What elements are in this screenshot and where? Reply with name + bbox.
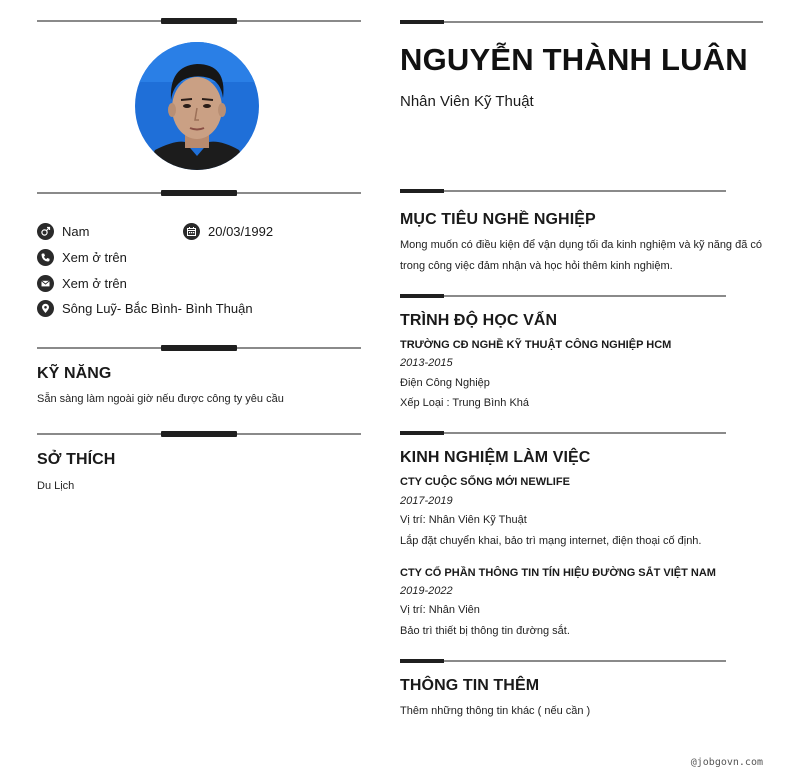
skills-title: KỸ NĂNG <box>37 365 112 382</box>
map-pin-icon <box>37 300 54 317</box>
envelope-icon <box>37 275 54 292</box>
contact-gender <box>37 223 89 240</box>
candidate-name: NGUYỄN THÀNH LUÂN <box>400 42 748 77</box>
job-description: Bảo trì thiết bị thông tin đường sắt. <box>400 625 570 637</box>
skills-text: Sẵn sàng làm ngoài giờ nếu được công ty yêu cầu <box>37 393 284 405</box>
divider-skills <box>37 347 361 349</box>
job-company: CTY CUỘC SỐNG MỚI NEWLIFE <box>400 476 570 488</box>
job-title: Nhân Viên Kỹ Thuật <box>400 93 534 110</box>
job-description: Lắp đặt chuyển khai, bảo trì mạng internet, điện thoại cố định. <box>400 535 702 547</box>
education-major: Điện Công Nghiệp <box>400 377 490 389</box>
gender-icon <box>37 223 54 240</box>
birthdate-value: 20/03/1992 <box>208 224 274 239</box>
divider-contact <box>37 192 361 194</box>
objective-text: Mong muốn có điều kiện để vận dụng tối đa kinh nghiệm và kỹ năng đã có trong công việc đảm nhận và học hỏi thêm kinh nghiệm. <box>400 239 763 272</box>
contact-birthdate <box>183 223 273 240</box>
avatar-photo <box>135 42 259 170</box>
phone-value: Xem ở trên <box>62 250 127 265</box>
hobbies-title: SỞ THÍCH <box>37 451 116 468</box>
objective-title: MỤC TIÊU NGHỀ NGHIỆP <box>400 211 596 228</box>
contact-phone <box>37 249 127 266</box>
avatar <box>135 42 259 170</box>
additional-title: THÔNG TIN THÊM <box>400 677 540 694</box>
job-position: Vị trí: Nhân Viên <box>400 604 480 616</box>
divider-experience <box>400 432 726 434</box>
divider-hobbies <box>37 433 361 435</box>
calendar-icon <box>183 223 200 240</box>
contact-address <box>37 300 253 317</box>
watermark: @jobgovn.com <box>690 757 763 768</box>
divider-objective <box>400 190 726 192</box>
gender-value: Nam <box>62 224 90 239</box>
job-position: Vị trí: Nhân Viên Kỹ Thuật <box>400 514 527 526</box>
job-period: 2017-2019 <box>400 495 453 507</box>
experience-title: KINH NGHIỆM LÀM VIỆC <box>400 449 591 466</box>
education-grade: Xếp Loại : Trung Bình Khá <box>400 397 530 409</box>
divider-education <box>400 295 726 297</box>
additional-text: Thêm những thông tin khác ( nếu cần ) <box>400 705 591 717</box>
divider-additional <box>400 660 726 662</box>
address-value: Sông Luỹ- Bắc Bình- Bình Thuận <box>62 301 253 316</box>
job-period: 2019-2022 <box>400 585 453 597</box>
job-company: CTY CỔ PHẦN THÔNG TIN TÍN HIỆU ĐƯỜNG SẮT VIỆT NAM <box>400 567 716 579</box>
phone-icon <box>37 249 54 266</box>
divider-top-right <box>400 21 763 23</box>
divider-top-left <box>37 20 361 22</box>
hobbies-text: Du Lịch <box>37 480 75 492</box>
email-value: Xem ở trên <box>62 276 127 291</box>
education-school: TRƯỜNG CĐ NGHỀ KỸ THUẬT CÔNG NGHIỆP HCM <box>400 339 672 351</box>
education-period: 2013-2015 <box>400 357 453 369</box>
contact-email <box>37 275 127 292</box>
education-title: TRÌNH ĐỘ HỌC VẤN <box>400 312 558 329</box>
